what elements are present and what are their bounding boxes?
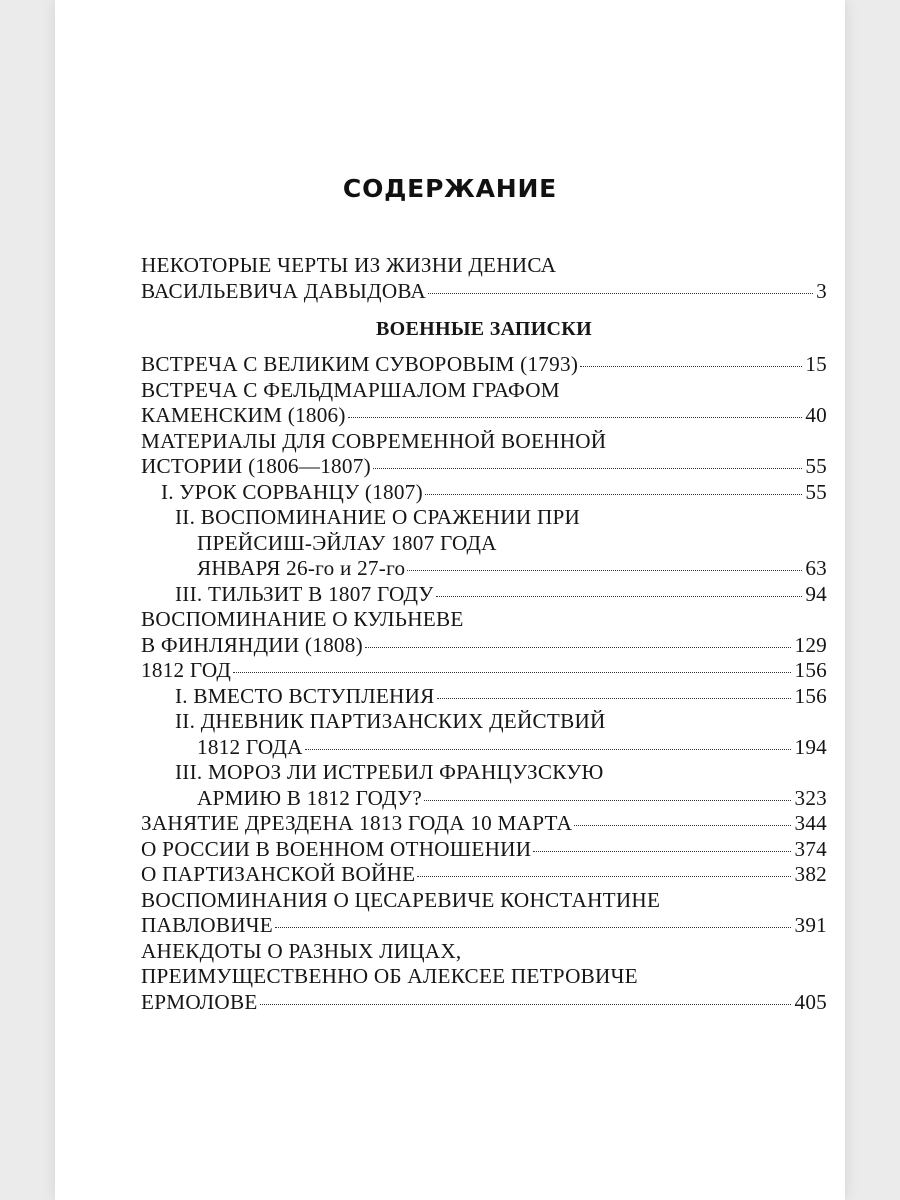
toc-entry-title: ВСТРЕЧА С ФЕЛЬДМАРШАЛОМ ГРАФОМ: [141, 377, 560, 402]
toc-entry-line: [141, 760, 827, 786]
toc-entry-line: [141, 888, 827, 914]
toc-entry-title: I. УРОК СОРВАНЦУ (1807): [161, 479, 423, 504]
dot-leader: [574, 825, 791, 826]
toc-page-number: 156: [794, 658, 827, 682]
toc-entry[interactable]: [141, 505, 827, 582]
toc-entry[interactable]: [141, 658, 827, 684]
toc-entry-line: [141, 253, 827, 279]
toc-entry-line: [141, 531, 827, 557]
toc-page-number: 344: [794, 811, 827, 835]
dot-leader: [436, 596, 803, 597]
toc-entry-title: В ФИНЛЯНДИИ (1808): [141, 632, 363, 657]
toc-entry-line: [141, 556, 827, 582]
toc-entry-line: [141, 607, 827, 633]
dot-leader: [533, 851, 791, 852]
toc-entry-line: [141, 837, 827, 863]
toc-entry-title: 1812 ГОД: [141, 658, 232, 682]
toc-entry[interactable]: [141, 811, 827, 837]
toc-entry-title: НЕКОТОРЫЕ ЧЕРТЫ ИЗ ЖИЗНИ ДЕНИСА: [141, 253, 557, 277]
toc-page-number: 55: [805, 454, 827, 478]
toc-entry-title: ИСТОРИИ (1806—1807): [141, 454, 371, 478]
toc-entry[interactable]: [141, 939, 827, 1016]
toc-entry-line: [141, 505, 827, 531]
toc-entry[interactable]: [141, 378, 827, 429]
toc-entry-line: [141, 454, 827, 480]
toc-entry-line: [141, 786, 827, 812]
toc-page-number: 15: [805, 352, 827, 376]
table-of-contents: [141, 253, 827, 1015]
toc-entry-line: [141, 658, 827, 684]
toc-entry-line: [141, 403, 827, 429]
toc-entry[interactable]: [141, 862, 827, 888]
toc-entry-line: [141, 990, 827, 1016]
toc-page-number: 156: [794, 683, 827, 708]
dot-leader: [365, 647, 792, 648]
toc-entry[interactable]: [141, 582, 827, 608]
dot-leader: [373, 468, 802, 469]
toc-entry-title: ПРЕЙСИШ-ЭЙЛАУ 1807 ГОДА: [197, 530, 497, 555]
toc-entry-title: ЕРМОЛОВЕ: [141, 989, 258, 1014]
dot-leader: [233, 672, 791, 673]
toc-entry-line: [141, 633, 827, 659]
dot-leader: [417, 876, 791, 877]
toc-entry-title: III. ТИЛЬЗИТ В 1807 ГОДУ: [175, 581, 434, 606]
toc-entry-line: [141, 480, 827, 506]
toc-page-number: 374: [794, 836, 827, 861]
toc-entry-line: [141, 429, 827, 455]
toc-page-number: 194: [794, 734, 827, 759]
toc-page-number: 40: [805, 403, 827, 427]
toc-entry-line: [141, 378, 827, 404]
toc-entry-title: ПАВЛОВИЧЕ: [141, 913, 273, 937]
toc-entry[interactable]: [141, 760, 827, 811]
book-page: [55, 0, 845, 1200]
toc-entry-title: I. ВМЕСТО ВСТУПЛЕНИЯ: [175, 683, 435, 708]
toc-entry-title: ВАСИЛЬЕВИЧА ДАВЫДОВА: [141, 278, 426, 303]
toc-entry-line: [141, 735, 827, 761]
toc-entry-title: ПРЕИМУЩЕСТВЕННО ОБ АЛЕКСЕЕ ПЕТРОВИЧЕ: [141, 964, 638, 988]
toc-page-number: 323: [794, 785, 827, 810]
dot-leader: [437, 698, 792, 699]
toc-page-number: 391: [794, 913, 827, 937]
toc-entry-title: II. ДНЕВНИК ПАРТИЗАНСКИХ ДЕЙСТВИЙ: [175, 709, 606, 733]
toc-entry-line: [141, 939, 827, 965]
toc-entry[interactable]: [141, 253, 827, 304]
toc-entry-title: ВОСПОМИНАНИЕ О КУЛЬНЕВЕ: [141, 607, 464, 631]
toc-entry-title: III. МОРОЗ ЛИ ИСТРЕБИЛ ФРАНЦУЗСКУЮ: [175, 760, 604, 784]
toc-page-number: 3: [816, 278, 827, 303]
toc-entry-title: ЗАНЯТИЕ ДРЕЗДЕНА 1813 ГОДА 10 МАРТА: [141, 811, 573, 835]
toc-entry[interactable]: [141, 684, 827, 710]
toc-entry[interactable]: [141, 607, 827, 658]
toc-entry-title: О РОССИИ В ВОЕННОМ ОТНОШЕНИИ: [141, 836, 532, 861]
dot-leader: [424, 800, 791, 801]
toc-entry-title: ЯНВАРЯ 26-го и 27-го: [197, 556, 406, 580]
toc-entry-line: [141, 913, 827, 939]
toc-entry-title: II. ВОСПОМИНАНИЕ О СРАЖЕНИИ ПРИ: [175, 505, 581, 529]
toc-entry-line: [141, 811, 827, 837]
page-title: СОДЕРЖАНИЕ: [342, 174, 558, 203]
toc-entry[interactable]: [141, 709, 827, 760]
toc-entry-line: [141, 862, 827, 888]
toc-entry[interactable]: [141, 352, 827, 378]
toc-entry[interactable]: [141, 888, 827, 939]
toc-entry-title: АНЕКДОТЫ О РАЗНЫХ ЛИЦАХ,: [141, 938, 462, 963]
toc-page-number: 94: [805, 581, 827, 606]
toc-entry-line: [141, 709, 827, 735]
toc-entry-title: КАМЕНСКИМ (1806): [141, 403, 346, 427]
toc-page-number: 129: [794, 632, 827, 657]
toc-entry[interactable]: [141, 837, 827, 863]
toc-entry-line: [141, 582, 827, 608]
dot-leader: [348, 417, 803, 418]
toc-page-number: 63: [805, 556, 827, 580]
toc-entry-title: О ПАРТИЗАНСКОЙ ВОЙНЕ: [141, 862, 416, 886]
toc-page-number: 405: [794, 989, 827, 1014]
toc-entry-line: [141, 964, 827, 990]
toc-entry-line: [141, 352, 827, 378]
toc-entry-title: АРМИЮ В 1812 ГОДУ?: [197, 785, 422, 810]
toc-entry-title: ВОСПОМИНАНИЯ О ЦЕСАРЕВИЧЕ КОНСТАНТИНЕ: [141, 887, 661, 912]
toc-entry-title: МАТЕРИАЛЫ ДЛЯ СОВРЕМЕННОЙ ВОЕННОЙ: [141, 428, 607, 453]
toc-entry-title: 1812 ГОДА: [197, 734, 303, 759]
toc-entry-line: [141, 279, 827, 305]
dot-leader: [580, 366, 802, 367]
toc-entry-line: [141, 684, 827, 710]
dot-leader: [275, 927, 791, 928]
toc-page-number: 382: [794, 862, 827, 886]
toc-page-number: 55: [805, 479, 827, 504]
dot-leader: [305, 749, 792, 750]
section-heading: ВОЕННЫЕ ЗАПИСКИ: [376, 318, 592, 340]
toc-entry[interactable]: [141, 480, 827, 506]
dot-leader: [428, 293, 813, 294]
dot-leader: [407, 570, 802, 571]
dot-leader: [260, 1004, 792, 1005]
toc-entry[interactable]: [141, 429, 827, 480]
toc-entry-title: ВСТРЕЧА С ВЕЛИКИМ СУВОРОВЫМ (1793): [141, 352, 579, 376]
dot-leader: [425, 494, 802, 495]
